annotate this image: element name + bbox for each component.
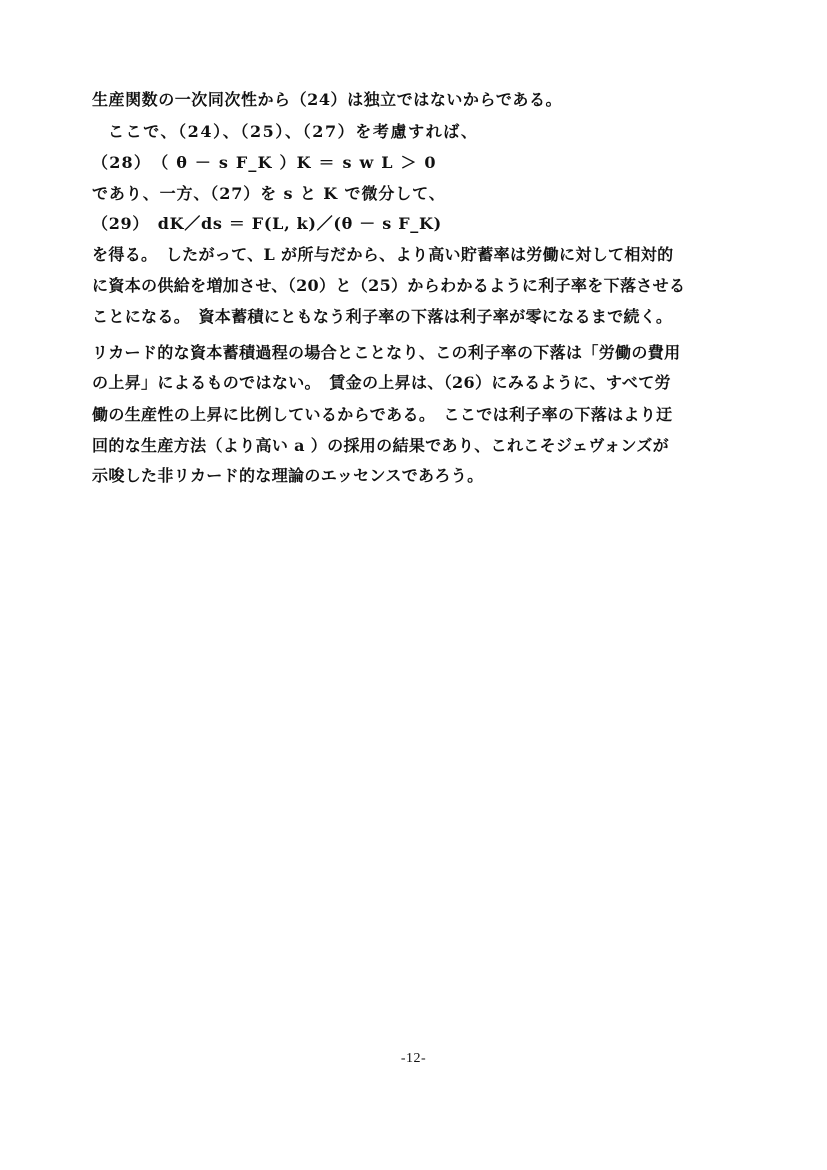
- text-line-10: の上昇」によるものではない。 賃金の上昇は、（26）にみるように、すべて労: [92, 373, 671, 392]
- text-line-9: リカード的な資本蓄積過程の場合とことなり、この利子率の下落は「労働の費用: [92, 343, 681, 362]
- text-line-2: ここで、（24）、（25）、（27）を考慮すれば、: [108, 122, 479, 141]
- page-number: -12-: [400, 1051, 427, 1066]
- text-line-8: ことになる。 資本蓄積にともなう利子率の下落は利子率が零になるまで続く。: [92, 307, 673, 326]
- text-line-13: 示唆した非リカード的な理論のエッセンスであろう。: [92, 466, 484, 485]
- equation-29: （29） dK／ds ＝ F(L, k)／(θ － s F_K): [92, 214, 442, 233]
- text-line-12: 回的な生産方法（より高い a ）の採用の結果であり、これこそジェヴォンズが: [92, 436, 670, 455]
- text-line-11: 働の生産性の上昇に比例しているからである。 ここでは利子率の下落はより迂: [92, 405, 673, 424]
- text-line-1: 生産関数の一次同次性から（24）は独立ではないからである。: [92, 90, 563, 109]
- equation-28: （28） （ θ － s F_K ）K ＝ s w L ＞ 0: [92, 153, 437, 172]
- text-line-4: であり、一方、（27）を s と K で微分して、: [92, 184, 446, 203]
- text-line-6: を得る。 したがって、L が所与だから、より高い貯蓄率は労働に対して相対的: [92, 245, 674, 264]
- text-line-7: に資本の供給を増加させ、（20）と（25）からわかるように利子率を下落させる: [92, 276, 686, 295]
